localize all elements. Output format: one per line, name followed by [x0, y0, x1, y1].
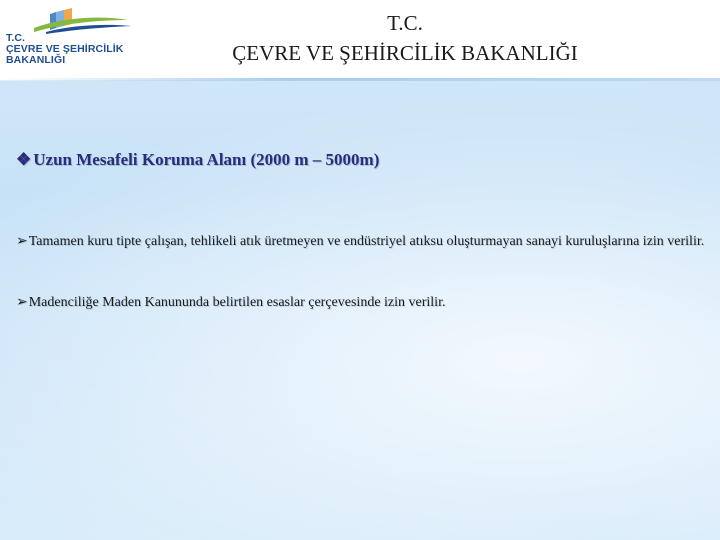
slide-header: [0, 0, 720, 81]
logo-text: [6, 33, 123, 66]
list-item: [16, 234, 706, 250]
section-heading: [16, 150, 706, 170]
heading-text: Uzun Mesafeli Koruma Alanı (2000 m – 5000m): [33, 150, 380, 169]
title-tc: T.C.: [387, 11, 423, 35]
ministry-logo: [6, 6, 156, 76]
header-divider: [0, 78, 720, 81]
logo-emblem-icon: [6, 6, 156, 36]
arrow-bullet-icon: ➢: [16, 234, 28, 249]
title-ministry: ÇEVRE VE ŞEHİRCİLİK BAKANLIĞI: [232, 41, 578, 65]
diamond-bullet-icon: ❖: [16, 150, 32, 169]
list-item: [16, 295, 706, 311]
item-text: Madenciliğe Maden Kanununda belirtilen esaslar çerçevesinde izin verilir.: [28, 295, 446, 310]
logo-line-tc: T.C.: [6, 32, 26, 44]
logo-line-cevre: ÇEVRE VE ŞEHİRCİLİK: [6, 43, 124, 55]
arrow-bullet-icon: ➢: [16, 295, 28, 310]
item-text: Tamamen kuru tipte çalışan, tehlikeli atık üretmeyen ve endüstriyel atıksu oluşturmayan sanayi kuruluşlarına izin verilir.: [28, 234, 705, 249]
slide-title: [170, 10, 640, 66]
logo-line-bakanlik: BAKANLIĞI: [6, 54, 66, 66]
